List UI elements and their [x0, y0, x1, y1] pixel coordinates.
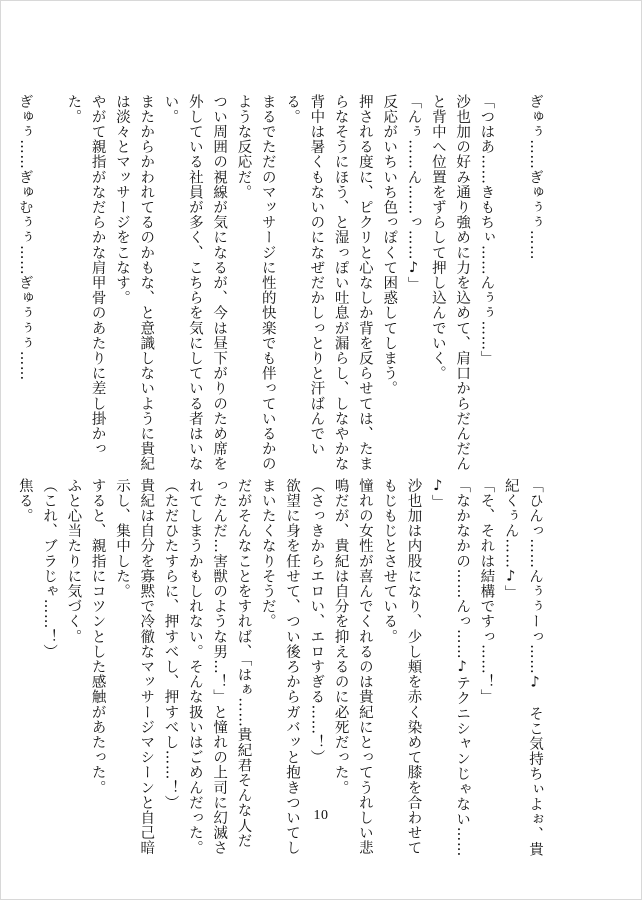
bottom-line: 「ひんっ……んぅぅーっ……♪ そこ気持ちぃよぉ、貴: [527, 478, 543, 857]
bottom-line: 憧れの女性が喜んでくれるのは貴紀にとってうれしい悲: [356, 478, 373, 856]
top-line: つい周囲の視線が気になるが、今は昼下がりのため席を: [211, 94, 228, 472]
text-block-upper: [12, 94, 547, 474]
top-line: ような反応だ。: [235, 94, 252, 200]
top-line: まるでただのマッサージに性的快楽でも伴っているかの: [259, 94, 276, 472]
top-line: ぎゅぅ……ぎゅむぅぅ……ぎゅぅぅぅ……: [16, 94, 33, 381]
bottom-line: れてしまうかもしれない。そんな扱いはごめんだった。: [186, 478, 203, 856]
top-line: 押される度に、ピクリと心なしか背を反らせては、たま: [356, 94, 373, 472]
page-number: 10: [313, 808, 329, 823]
top-line: [37, 94, 61, 474]
bottom-line: だがそんなことをすれば、「はぁ……貴紀君そんな人だ: [235, 478, 252, 849]
bottom-line: 「なかなかの……んっ……♪テクニシャンじゃない……: [454, 478, 471, 857]
top-line: た。: [65, 94, 82, 125]
top-line: 「つはあ……きもちぃ……んぅぅ……」: [478, 94, 495, 366]
bottom-line: もじもじとさせている。: [381, 478, 398, 645]
top-line: は淡々とマッサージをこなす。: [113, 94, 130, 306]
top-line: る。: [284, 94, 301, 125]
top-line: と背中へ位置をずらして押し込んでいく。: [429, 94, 446, 381]
top-line: い。: [162, 94, 179, 125]
bottom-line: すると、親指にコツンとした感触があたった。: [89, 478, 106, 796]
bottom-line: 紀くぅん……♪」: [502, 478, 519, 601]
top-line: 沙也加の好み通り強めに力を込めて、肩口からだんだん: [454, 94, 471, 472]
bottom-line: （さっきからエロい、エロすぎる……！）: [308, 478, 325, 765]
bottom-line: 沙也加は内股になり、少し頬を赤く染めて膝を合わせて: [405, 478, 422, 856]
bottom-line: 鳴だが、貴紀は自分を抑えるのに必死だった。: [332, 478, 349, 796]
top-line: 「んぅ……ん……っ……♪」: [405, 94, 422, 292]
bottom-line: まいたくなりそうだ。: [259, 478, 276, 629]
top-line: ぎゅぅ……ぎゅぅぅ……: [527, 94, 543, 261]
bottom-line: ふと心当たりに気づく。: [65, 478, 82, 645]
bottom-line: 示し、集中した。: [113, 478, 130, 599]
top-line: [498, 94, 522, 474]
top-line: 背中は暑くもないのになぜだかしっとりと汗ばんでい: [308, 94, 325, 457]
bottom-line: 欲望に身を任せて、つい後ろからガバッと抱きついてし: [284, 478, 301, 856]
bottom-line: ったんだ…害獣のような男…！」と憧れの上司に幻滅さ: [211, 478, 228, 856]
bottom-line: ♪」: [429, 478, 446, 510]
top-line: らなそうにほう、と湿っぽい吐息が漏らし、しなやかな: [332, 94, 349, 472]
top-line: 反応がいちいち色っぽくて困惑してしまう。: [381, 94, 398, 396]
bottom-line: 焦る。: [16, 478, 33, 524]
top-line: やがて親指がなだらかな肩甲骨のあたりに差し掛かっ: [89, 94, 106, 457]
top-line: 外している社員が多く、こちらを気にしている者はいな: [186, 94, 203, 472]
bottom-line: 「そ、それは結構ですっ……！」: [478, 478, 495, 705]
top-line: またからかわれてるのかもな、と意識しないように貴紀: [138, 94, 155, 472]
bottom-line: 貴紀は自分を寡黙で冷徹なマッサージマシーンと自己暗: [138, 478, 155, 856]
bottom-line: （これ、ブラじゃ……！）: [41, 478, 58, 660]
bottom-line: （ただひたすらに、押すべし、押すべし……！）: [162, 478, 179, 811]
